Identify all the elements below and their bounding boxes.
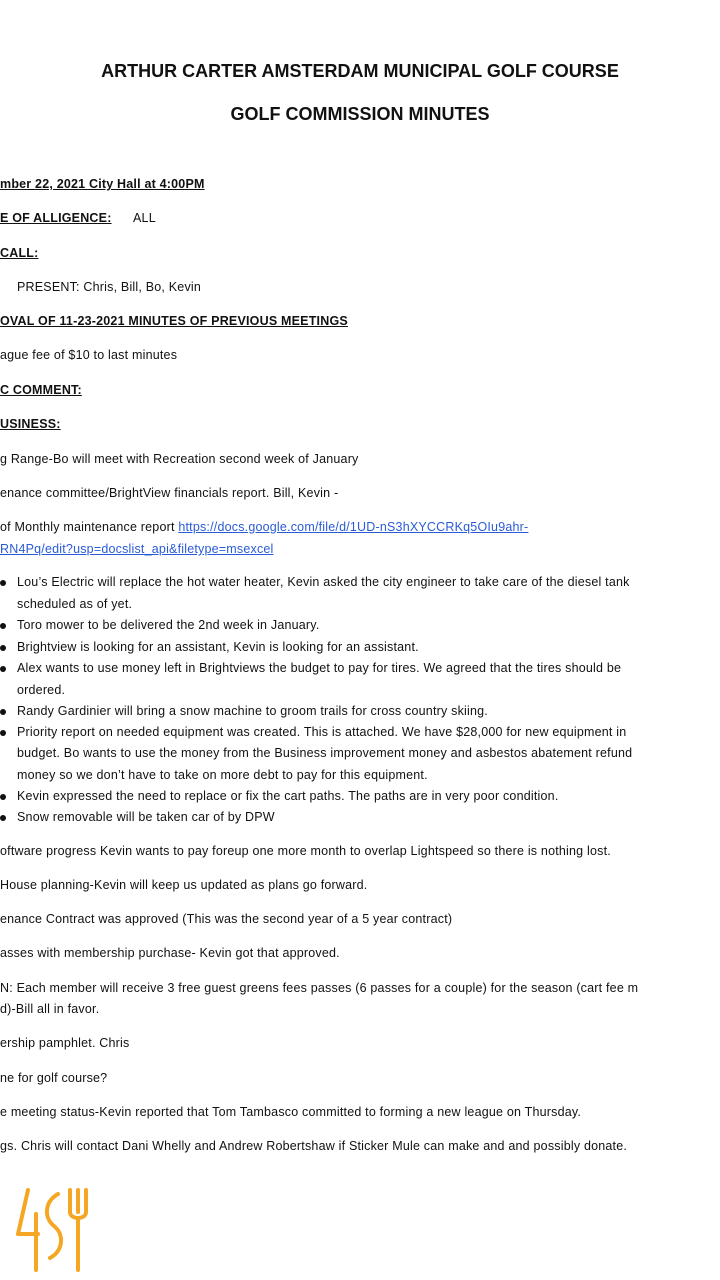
business-label: USINESS: — [0, 417, 61, 431]
bullet-icon — [0, 709, 6, 715]
bullet-item-continued: budget. Bo wants to use the money from the Business improvement money and asbestos abatement refund — [17, 746, 633, 760]
item-maintenance-committee: enance committee/BrightView financials report. Bill, Kevin - — [0, 486, 339, 500]
item-flags: gs. Chris will contact Dani Whelly and Andrew Robertshaw if Sticker Mule can make and and possibly donate. — [0, 1139, 628, 1153]
bullet-item: Snow removable will be taken car of by DPW — [17, 810, 275, 824]
bullet-item: Brightview is looking for an assistant, Kevin is looking for an assistant. — [17, 640, 419, 654]
item-motion-continued: d)-Bill all in favor. — [0, 1002, 100, 1016]
item-membership-pamphlet: ership pamphlet. Chris — [0, 1036, 130, 1050]
bullet-icon — [0, 645, 6, 651]
bullet-item: Priority report on needed equipment was created. This is attached. We have $28,000 for new equipment in — [17, 725, 627, 739]
item-monthly-report — [0, 519, 528, 535]
meeting-date-line: mber 22, 2021 City Hall at 4:00PM — [0, 177, 205, 191]
approval-heading: OVAL OF 11-23-2021 MINUTES OF PREVIOUS MEETINGS — [0, 314, 348, 328]
bullet-icon — [0, 666, 6, 672]
bullet-item: Kevin expressed the need to replace or fix the cart paths. The paths are in very poor condition. — [17, 789, 559, 803]
bullet-item-continued: money so we don’t have to take on more debt to pay for this equipment. — [17, 768, 428, 782]
item-house-planning: House planning-Kevin will keep us updated as plans go forward. — [0, 878, 368, 892]
monthly-report-prefix: of Monthly maintenance report — [0, 520, 179, 534]
bullet-item-continued: ordered. — [17, 683, 66, 697]
item-maintenance-contract: enance Contract was approved (This was the second year of a 5 year contract) — [0, 912, 453, 926]
item-passes: asses with membership purchase- Kevin got that approved. — [0, 946, 340, 960]
roll-call-label: CALL: — [0, 246, 39, 260]
present-line: PRESENT: Chris, Bill, Bo, Kevin — [17, 280, 202, 294]
bullet-icon — [0, 580, 6, 586]
monthly-report-link-continued[interactable]: RN4Pq/edit?usp=docslist_api&filetype=msexcel — [0, 542, 274, 556]
monthly-report-link[interactable]: https://docs.google.com/file/d/1UD-nS3hXYCCRKq5OIu9ahr- — [178, 520, 529, 534]
fork-logo-icon — [14, 1184, 94, 1279]
document-subtitle: GOLF COMMISSION MINUTES — [230, 104, 490, 124]
document-title: ARTHUR CARTER AMSTERDAM MUNICIPAL GOLF COURSE — [101, 61, 619, 81]
bullet-icon — [0, 730, 6, 736]
bullet-item: Alex wants to use money left in Brightviews the budget to pay for tires. We agreed that the tires should be — [17, 661, 622, 675]
bullet-item: Toro mower to be delivered the 2nd week in January. — [17, 618, 320, 632]
item-league-meeting: e meeting status-Kevin reported that Tom Tambasco committed to forming a new league on Thursday. — [0, 1105, 582, 1119]
item-motion: N: Each member will receive 3 free guest greens fees passes (6 passes for a couple) for the season (cart fee m — [0, 981, 639, 995]
approval-note: ague fee of $10 to last minutes — [0, 348, 178, 362]
bullet-icon — [0, 815, 6, 821]
bullet-item: Randy Gardinier will bring a snow machine to groom trails for cross country skiing. — [17, 704, 488, 718]
item-range: g Range-Bo will meet with Recreation second week of January — [0, 452, 359, 466]
bullet-icon — [0, 794, 6, 800]
bullet-item-continued: scheduled as of yet. — [17, 597, 133, 611]
item-name-for-course: ne for golf course? — [0, 1071, 108, 1085]
bullet-icon — [0, 623, 6, 629]
item-software-progress: oftware progress Kevin wants to pay foreup one more month to overlap Lightspeed so there is nothing lost. — [0, 844, 611, 858]
public-comment-label: C COMMENT: — [0, 383, 82, 397]
pledge-value: ALL — [133, 211, 156, 225]
bullet-item: Lou’s Electric will replace the hot water heater, Kevin asked the city engineer to take care of the diesel tank — [17, 575, 630, 589]
pledge-label: E OF ALLIGENCE: — [0, 211, 112, 225]
